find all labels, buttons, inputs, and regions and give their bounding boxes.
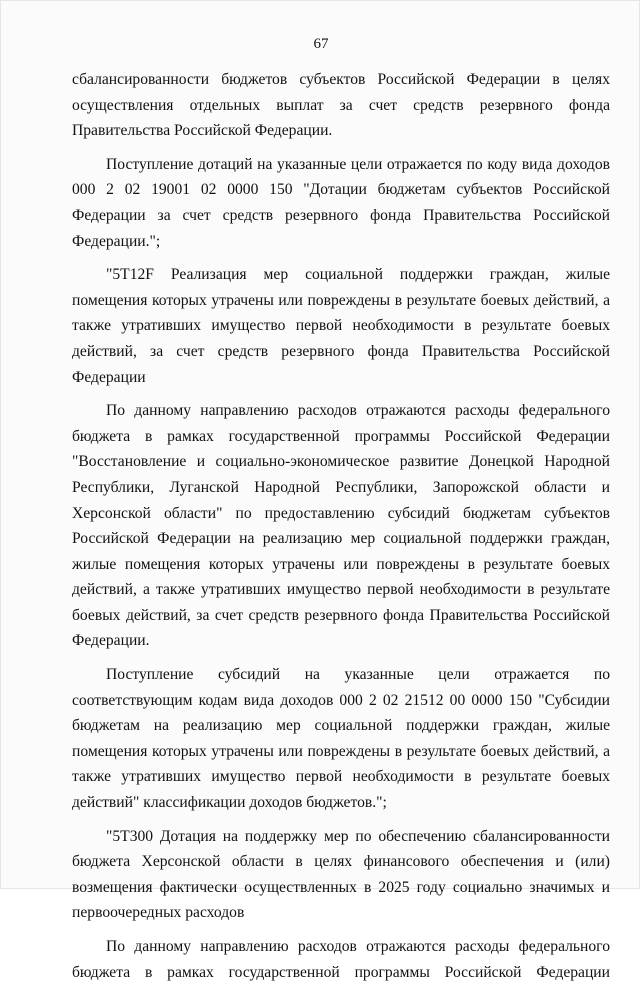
- paragraph-2: Поступление дотаций на указанные цели отражается по коду вида доходов 000 2 02 19001 02 0000 150 "Дотации бюджетам субъектов Российской Федерации за счет средств резервного фонда Правительства Российской Федерации.";: [72, 155, 610, 250]
- page-number: 67: [313, 36, 329, 52]
- paragraph-7: По данному направлению расходов отражаются расходы федерального бюджета в рамках государственной программы Российской Федерации: [72, 938, 610, 981]
- paragraph-1: сбалансированности бюджетов субъектов Российской Федерации в целях осуществления отдельных выплат за счет средств резервного фонда Правительства Российской Федерации.: [72, 71, 610, 140]
- paragraph-3: "5Т12F Реализация мер социальной поддержки граждан, жилые помещения которых утрачены или повреждены в результате боевых действий, а также утративших имущество первой необходимости в результате боевых действий, за счет средств резервного фонда Правительства Российской Федерации: [72, 266, 610, 386]
- paragraph-6: "5Т300 Дотация на поддержку мер по обеспечению сбалансированности бюджета Херсонской области в целях финансового обеспечения и (или) возмещения фактически осуществленных в 2025 году социально значимых и первоочередных расходов: [72, 827, 610, 922]
- document-body: [72, 67, 610, 985]
- paragraph-5: Поступление субсидий на указанные цели отражается по соответствующим кодам вида доходов 000 2 02 21512 00 0000 150 "Субсидии бюджетам на реализацию мер социальной поддержки граждан, жилые помещения которых утрачены или повреждены в результате боевых действий, а также утративших имущество первой необходимости в результате боевых действий" классификации доходов бюджетов.";: [72, 666, 610, 812]
- paragraph-4: По данному направлению расходов отражаются расходы федерального бюджета в рамках государственной программы Российской Федерации "Восстановление и социально-экономическое развитие Донецкой Народной Республики, Луганской Народной Республики, Запорожской области и Херсонской области" по предоставлению субсидий бюджетам субъектов Российской Федерации на реализацию мер социальной поддержки граждан, жилые помещения которых утрачены или повреждены в результате боевых действий, а также утративших имущество первой необходимости в результате боевых действий, за счет средств резервного фонда Правительства Российской Федерации.: [72, 402, 610, 650]
